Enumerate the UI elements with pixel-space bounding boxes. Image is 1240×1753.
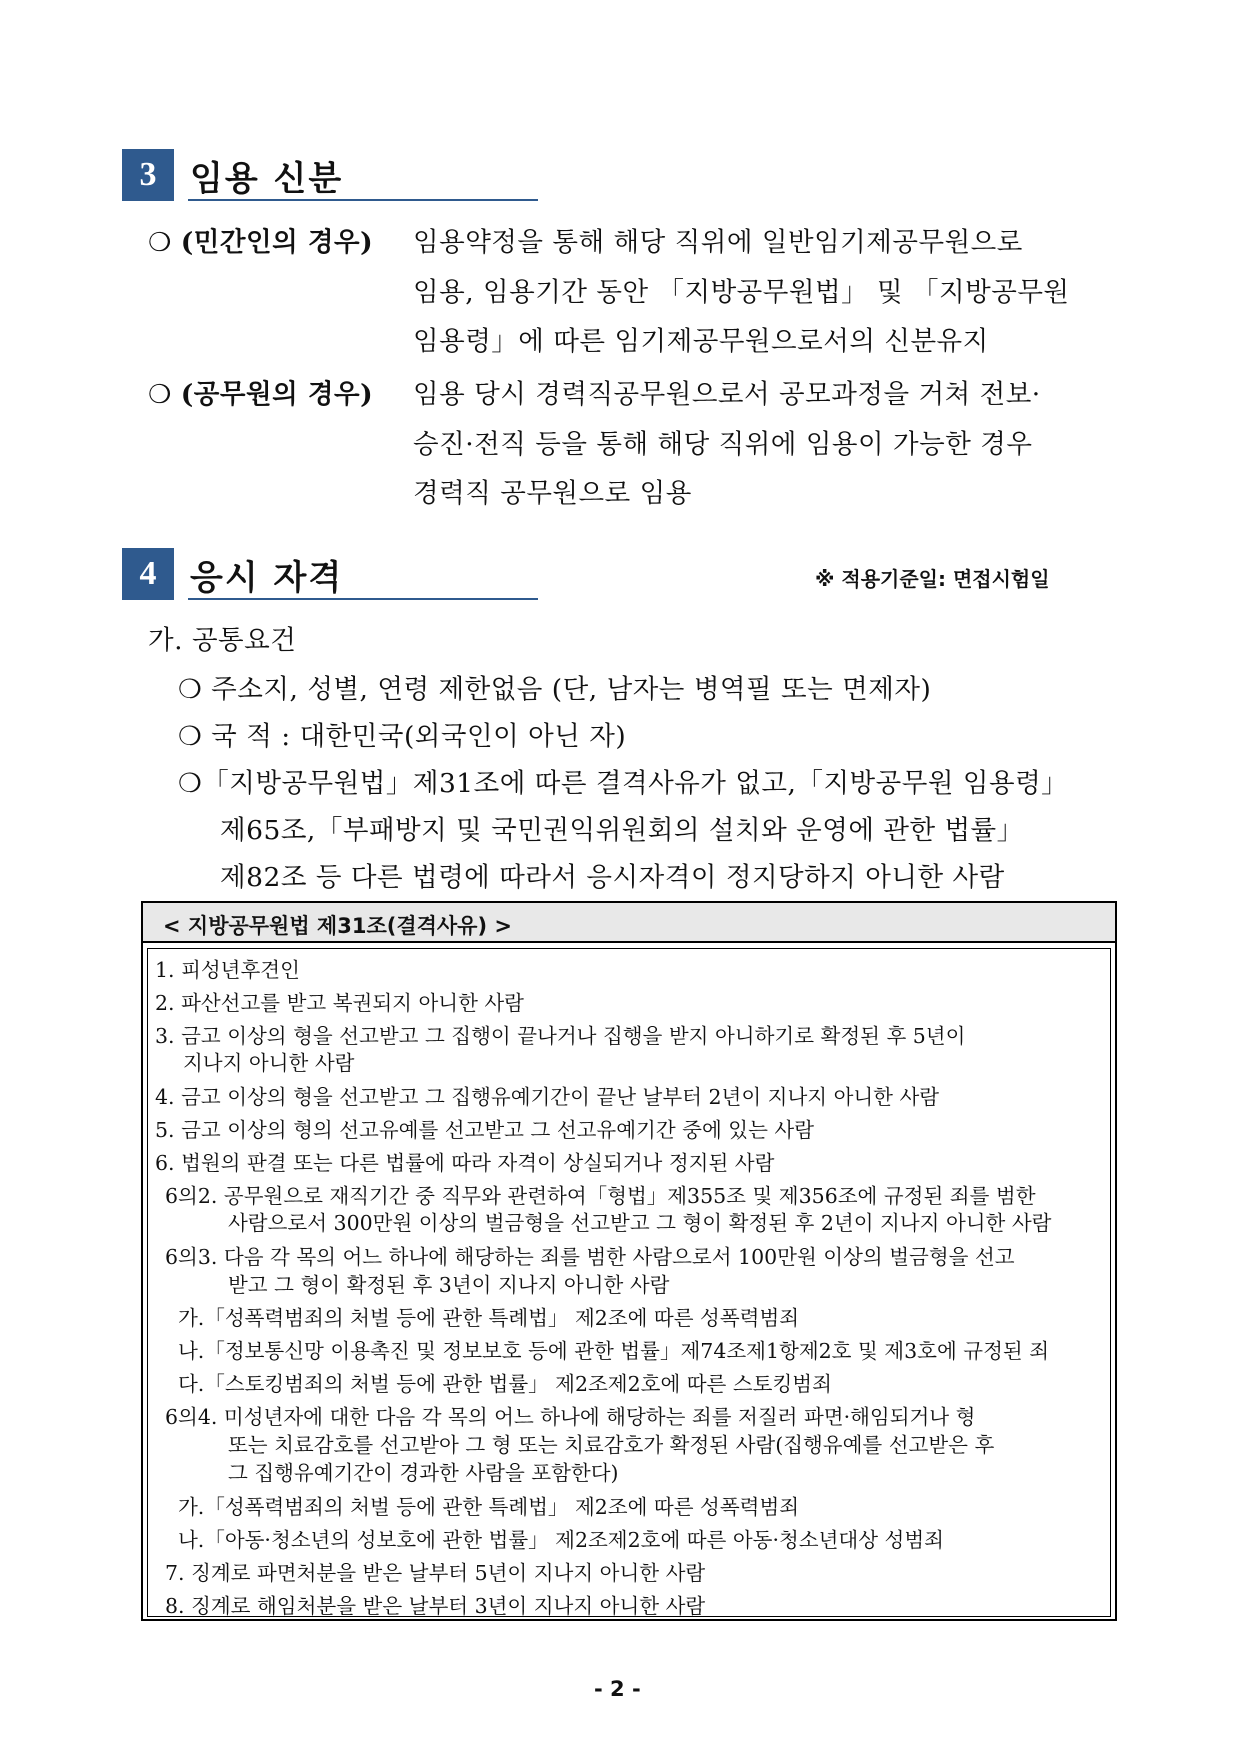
section-3-title: 임용 신분 <box>190 159 344 199</box>
disqualification-box-title: < 지방공무원법 제31조(결격사유) > <box>163 914 512 938</box>
box-item-6: 6. 법원의 판결 또는 다른 법률에 따라 자격이 상실되거나 정지된 사람 <box>155 1151 775 1175</box>
box-item-6-4-na: 나.「아동·청소년의 성보호에 관한 법률」 제2조제2호에 따른 아동·청소년대상 성범죄 <box>178 1528 944 1552</box>
box-item-1: 1. 피성년후견인 <box>155 958 300 982</box>
box-item-6-3-ga: 가.「성폭력범죄의 처벌 등에 관한 특례법」 제2조에 따른 성폭력범죄 <box>178 1306 800 1330</box>
box-item-3-cont: 지나지 아니한 사람 <box>183 1051 355 1075</box>
box-item-6-2-cont: 사람으로서 300만원 이상의 벌금형을 선고받고 그 형이 확정된 후 2년이 지나지 아니한 사람 <box>228 1211 1052 1235</box>
civilian-label: (민간인의 경우) <box>180 227 374 258</box>
page-number: - 2 - <box>594 1677 641 1701</box>
box-item-6-4: 6의4. 미성년자에 대한 다음 각 목의 어느 하나에 해당하는 죄를 저질러 파면·해임되거나 형 <box>165 1405 976 1429</box>
requirement-bullet-3-cont-2: 제82조 등 다른 법령에 따라서 응시자격이 정지당하지 아니한 사람 <box>220 862 1005 893</box>
official-case <box>148 372 373 411</box>
circle-bullet-icon: ❍ <box>148 380 172 410</box>
box-item-2: 2. 파산선고를 받고 복권되지 아니한 사람 <box>155 991 524 1015</box>
box-item-6-4-cont-1: 또는 치료감호를 선고받아 그 형 또는 치료감호가 확정된 사람(집행유예를 선고받은 후 <box>228 1433 995 1457</box>
box-item-6-4-cont-2: 그 집행유예기간이 경과한 사람을 포함한다) <box>228 1461 619 1485</box>
requirement-bullet-3: ❍「지방공무원법」제31조에 따른 결격사유가 없고,「지방공무원 임용령」 <box>178 768 1069 799</box>
section-4-number: 4 <box>122 548 174 600</box>
box-item-4: 4. 금고 이상의 형을 선고받고 그 집행유예기간이 끝난 날부터 2년이 지나지 아니한 사람 <box>155 1085 940 1109</box>
official-label: (공무원의 경우) <box>180 379 374 410</box>
section-4-underline <box>188 598 538 600</box>
box-item-6-3-da: 다.「스토킹범죄의 처벌 등에 관한 법률」 제2조제2호에 따른 스토킹범죄 <box>178 1372 832 1396</box>
box-item-6-3: 6의3. 다음 각 목의 어느 하나에 해당하는 죄를 범한 사람으로서 100만원 이상의 벌금형을 선고 <box>165 1245 1015 1269</box>
civilian-line-3: 임용령」에 따른 임기제공무원으로서의 신분유지 <box>413 326 989 357</box>
official-line-2: 승진·전직 등을 통해 해당 직위에 임용이 가능한 경우 <box>413 429 1033 460</box>
box-item-6-4-ga: 가.「성폭력범죄의 처벌 등에 관한 특례법」 제2조에 따른 성폭력범죄 <box>178 1495 800 1519</box>
box-item-6-2: 6의2. 공무원으로 재직기간 중 직무와 관련하여「형법」제355조 및 제356조에 규정된 죄를 범한 <box>165 1184 1036 1208</box>
circle-bullet-icon: ❍ <box>148 228 172 258</box>
box-item-6-3-na: 나.「정보통신망 이용촉진 및 정보보호 등에 관한 법률」제74조제1항제2호 및 제3호에 규정된 죄 <box>178 1339 1049 1363</box>
section-4-title: 응시 자격 <box>190 558 344 598</box>
civilian-line-1: 임용약정을 통해 해당 직위에 일반임기제공무원으로 <box>413 227 1023 258</box>
official-line-1: 임용 당시 경력직공무원으로서 공모과정을 거쳐 전보· <box>413 379 1041 410</box>
section-3-number: 3 <box>122 149 174 201</box>
box-item-6-3-cont: 받고 그 형이 확정된 후 3년이 지나지 아니한 사람 <box>228 1273 670 1297</box>
box-item-8: 8. 징계로 해임처분을 받은 날부터 3년이 지나지 아니한 사람 <box>165 1594 706 1618</box>
box-item-5: 5. 금고 이상의 형의 선고유예를 선고받고 그 선고유예기간 중에 있는 사람 <box>155 1118 815 1142</box>
reference-date-note: ※ 적용기준일: 면접시험일 <box>815 567 1050 591</box>
box-item-7: 7. 징계로 파면처분을 받은 날부터 5년이 지나지 아니한 사람 <box>165 1561 706 1585</box>
requirement-bullet-2: ❍ 국 적 : 대한민국(외국인이 아닌 자) <box>178 721 627 752</box>
official-line-3: 경력직 공무원으로 임용 <box>413 478 692 509</box>
box-item-3: 3. 금고 이상의 형을 선고받고 그 집행이 끝나거나 집행을 받지 아니하기로 확정된 후 5년이 <box>155 1024 966 1048</box>
common-requirements-heading: 가. 공통요건 <box>148 625 297 656</box>
requirement-bullet-1: ❍ 주소지, 성별, 연령 제한없음 (단, 남자는 병역필 또는 면제자) <box>178 674 932 705</box>
civilian-line-2: 임용, 임용기간 동안 「지방공무원법」 및 「지방공무원 <box>413 277 1070 308</box>
requirement-bullet-3-cont-1: 제65조,「부패방지 및 국민권익위원회의 설치와 운영에 관한 법률」 <box>220 815 1024 846</box>
civilian-case <box>148 220 373 259</box>
section-3-underline <box>188 199 538 201</box>
